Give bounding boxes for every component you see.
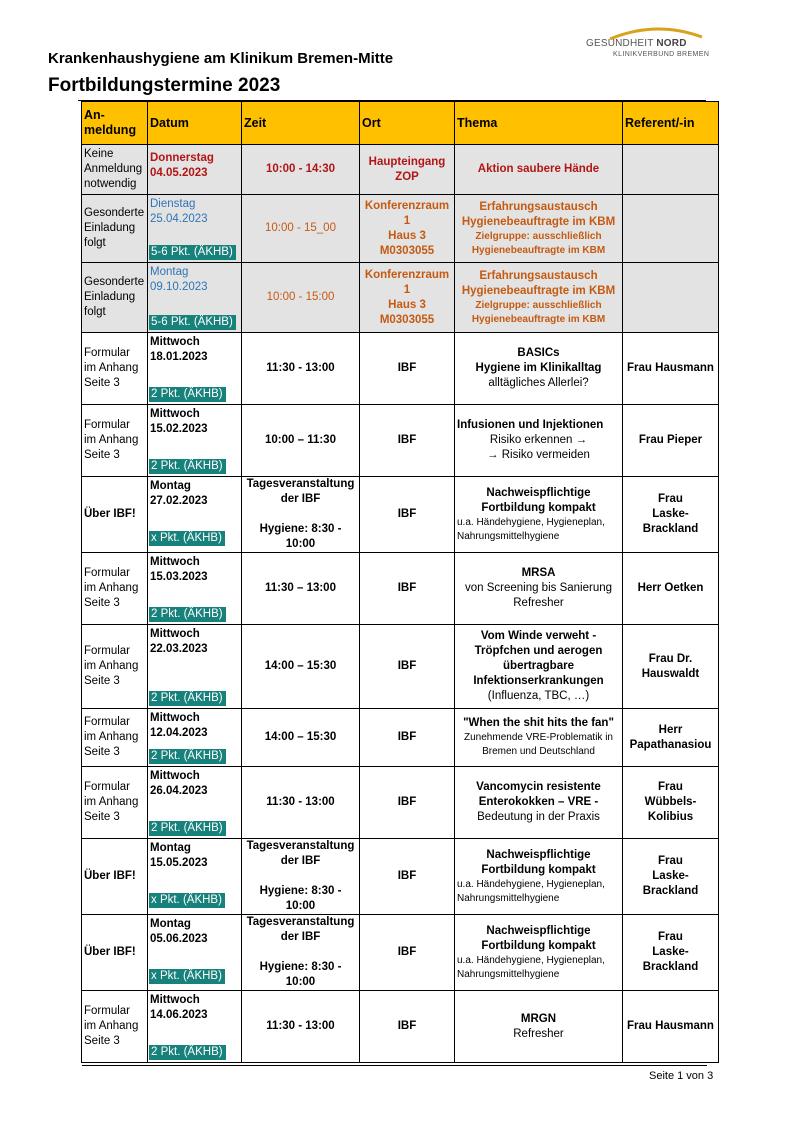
referent-cell	[623, 709, 719, 767]
footer-rule	[82, 1065, 707, 1066]
date-label: 15.03.2023	[150, 571, 208, 583]
punkte-badge: 2 Pkt. (ÄKHB)	[149, 749, 226, 764]
anmeldung-cell: Über IBF!	[82, 915, 148, 991]
thema-line: Infektionserkrankungen	[473, 675, 604, 687]
zeit-line: 11:30 - 13:00	[266, 796, 335, 808]
ort-cell	[360, 195, 455, 263]
zeit-line: Tagesveranstaltung	[246, 916, 355, 928]
thema-cell	[455, 709, 623, 767]
ort-line: Haupteingang	[368, 155, 446, 168]
punkte-badge: 2 Pkt. (ÄKHB)	[149, 387, 226, 402]
anmeldung-cell: Formular im Anhang Seite 3	[82, 553, 148, 625]
datum-cell	[148, 145, 242, 195]
weekday-label: Montag	[150, 842, 191, 854]
referent-cell	[623, 915, 719, 991]
anmeldung-cell: Über IBF!	[82, 839, 148, 915]
datum-cell	[148, 405, 242, 477]
ort-line: Konferenzraum 1	[364, 268, 450, 296]
referent-line: Papathanasiou	[629, 738, 712, 751]
thema-cell	[455, 405, 623, 477]
table-row	[82, 553, 719, 625]
ort-line: IBF	[397, 434, 417, 446]
referent-line: Laske-Brackland	[642, 508, 699, 535]
thema-cell	[455, 477, 623, 553]
punkte-badge: 2 Pkt. (ÄKHB)	[149, 1045, 226, 1060]
referent-line: Wübbels-Kolibius	[644, 796, 697, 823]
table-row	[82, 625, 719, 709]
referent-line: Hauswaldt	[641, 667, 700, 680]
date-label: 05.06.2023	[150, 933, 208, 945]
thema-line: MRGN	[520, 1012, 557, 1025]
date-label: 22.03.2023	[150, 643, 208, 655]
anmeldung-cell: Formular im Anhang Seite 3	[82, 333, 148, 405]
anmeldung-cell: Gesonderte Einladung folgt	[82, 263, 148, 333]
date-label: 25.04.2023	[150, 213, 208, 225]
ort-cell	[360, 709, 455, 767]
zeit-cell	[242, 405, 360, 477]
table-header-row	[82, 102, 719, 145]
ort-line: M0303055	[379, 244, 435, 257]
referent-cell	[623, 195, 719, 263]
thema-cell	[455, 553, 623, 625]
col-header-datum: Datum	[148, 102, 242, 145]
thema-desc-line: Zunehmende VRE-Problematik in	[464, 732, 613, 743]
datum-cell	[148, 767, 242, 839]
weekday-label: Dienstag	[150, 198, 196, 210]
col-header-thema: Thema	[455, 102, 623, 145]
ort-cell	[360, 839, 455, 915]
referent-line: Frau	[658, 931, 683, 943]
weekday-label: Mittwoch	[150, 712, 200, 724]
zeit-cell	[242, 915, 360, 991]
punkte-badge: x Pkt. (ÄKHB)	[149, 969, 225, 984]
referent-line: Laske-Brackland	[642, 946, 699, 973]
thema-line: Hygienebeauftragte im KBM	[461, 215, 616, 228]
date-label: 09.10.2023	[150, 281, 208, 293]
thema-line: MRSA	[521, 567, 556, 579]
col-header-anmeldung: An- meldung	[82, 102, 148, 145]
referent-line: Frau	[658, 855, 683, 867]
thema-desc-line: (Influenza, TBC, …)	[487, 690, 590, 702]
weekday-label: Mittwoch	[150, 408, 200, 420]
thema-cell	[455, 839, 623, 915]
date-label: 18.01.2023	[150, 351, 208, 363]
referent-line: Herr Oetken	[637, 582, 704, 594]
zeit-line	[244, 507, 357, 522]
table-row	[82, 709, 719, 767]
thema-cell	[455, 145, 623, 195]
referent-line: Herr	[658, 723, 683, 736]
date-label: 04.05.2023	[150, 167, 208, 179]
zeit-line: 14:00 – 15:30	[264, 660, 337, 672]
thema-note-line: Nahrungsmittelhygiene	[457, 968, 560, 980]
weekday-label: Mittwoch	[150, 770, 200, 782]
ort-cell	[360, 991, 455, 1063]
zeit-cell	[242, 767, 360, 839]
table-row	[82, 405, 719, 477]
zeit-cell	[242, 263, 360, 333]
referent-cell	[623, 333, 719, 405]
zeit-line: der IBF	[280, 493, 321, 505]
thema-desc-line: von Screening bis Sanierung	[464, 582, 613, 594]
weekday-label: Montag	[150, 266, 189, 278]
table-row	[82, 263, 719, 333]
thema-note-line: Hygienebeauftragte im KBM	[471, 244, 606, 256]
anmeldung-cell: Über IBF!	[82, 477, 148, 553]
table-row	[82, 991, 719, 1063]
thema-cell	[455, 625, 623, 709]
punkte-badge: 2 Pkt. (ÄKHB)	[149, 821, 226, 836]
ort-line: Haus 3	[388, 298, 426, 311]
zeit-line	[244, 869, 357, 884]
ort-cell	[360, 405, 455, 477]
referent-line: Laske-Brackland	[642, 870, 699, 897]
zeit-line: 10:00 - 14:30	[265, 163, 336, 175]
zeit-line: 10:00 – 11:30	[265, 434, 336, 446]
zeit-line: Hygiene: 8:30 - 10:00	[259, 523, 342, 550]
zeit-line: Tagesveranstaltung	[246, 478, 355, 490]
thema-desc-line: Bremen und Deutschland	[482, 746, 595, 757]
thema-line: Erfahrungsaustausch	[479, 200, 598, 213]
ort-cell	[360, 625, 455, 709]
thema-note-line: Hygienebeauftragte im KBM	[471, 313, 606, 325]
thema-line: übertragbare	[503, 660, 574, 672]
thema-line: Enterokokken – VRE -	[478, 796, 599, 808]
ort-line: IBF	[397, 660, 417, 672]
referent-cell	[623, 767, 719, 839]
thema-line: Aktion saubere Hände	[477, 163, 600, 175]
zeit-line: Hygiene: 8:30 - 10:00	[259, 885, 342, 912]
thema-desc-line: Bedeutung in der Praxis	[477, 811, 600, 823]
zeit-line: Tagesveranstaltung	[246, 840, 355, 852]
thema-desc-line: Risiko erkennen →	[489, 434, 588, 446]
zeit-cell	[242, 333, 360, 405]
anmeldung-cell: Formular im Anhang Seite 3	[82, 709, 148, 767]
date-label: 27.02.2023	[150, 495, 208, 507]
thema-line: Hygiene im Klinikalltag	[475, 362, 602, 374]
punkte-badge: x Pkt. (ÄKHB)	[149, 893, 225, 908]
datum-cell	[148, 991, 242, 1063]
thema-cell	[455, 991, 623, 1063]
ort-cell	[360, 145, 455, 195]
thema-line: Nachweispflichtige	[486, 848, 591, 861]
date-label: 15.02.2023	[150, 423, 208, 435]
ort-line: IBF	[397, 582, 417, 594]
thema-desc-line: Refresher	[513, 1027, 564, 1040]
weekday-label: Mittwoch	[150, 556, 200, 568]
schedule-table	[81, 101, 719, 1063]
thema-cell	[455, 195, 623, 263]
ort-line: Konferenzraum 1	[364, 199, 450, 227]
zeit-cell	[242, 991, 360, 1063]
thema-line: Vancomycin resistente	[476, 781, 601, 793]
table-row	[82, 477, 719, 553]
weekday-label: Mittwoch	[150, 336, 200, 348]
table-row	[82, 145, 719, 195]
referent-line: Frau	[658, 493, 683, 505]
weekday-label: Mittwoch	[150, 628, 200, 640]
weekday-label: Mittwoch	[150, 994, 200, 1006]
weekday-label: Montag	[150, 480, 191, 492]
anmeldung-cell: Gesonderte Einladung folgt	[82, 195, 148, 263]
datum-cell	[148, 477, 242, 553]
date-label: 12.04.2023	[150, 727, 208, 739]
ort-cell	[360, 915, 455, 991]
thema-desc-line: alltägliches Allerlei?	[488, 377, 589, 389]
page-number: Seite 1 von 3	[649, 1070, 714, 1082]
datum-cell	[148, 333, 242, 405]
date-label: 26.04.2023	[150, 785, 208, 797]
ort-cell	[360, 477, 455, 553]
datum-cell	[148, 553, 242, 625]
weekday-label: Donnerstag	[150, 152, 214, 164]
thema-note-line: Nahrungsmittelhygiene	[457, 530, 560, 542]
thema-desc-line: Refresher	[513, 597, 564, 609]
table-row	[82, 767, 719, 839]
table-row	[82, 839, 719, 915]
referent-cell	[623, 263, 719, 333]
ort-line: IBF	[397, 870, 417, 882]
anmeldung-cell: Formular im Anhang Seite 3	[82, 767, 148, 839]
referent-cell	[623, 477, 719, 553]
referent-line: Frau Dr.	[648, 652, 693, 665]
thema-line: Fortbildung kompakt	[481, 501, 596, 514]
ort-cell	[360, 767, 455, 839]
thema-line: Tröpfchen und aerogen	[474, 645, 603, 657]
punkte-badge: x Pkt. (ÄKHB)	[149, 531, 225, 546]
referent-cell	[623, 625, 719, 709]
thema-note-line: Zielgruppe: ausschließlich	[475, 299, 602, 311]
thema-line: Nachweispflichtige	[486, 486, 591, 499]
anmeldung-cell: Formular im Anhang Seite 3	[82, 991, 148, 1063]
referent-cell	[623, 991, 719, 1063]
thema-line: Vom Winde verweht -	[480, 630, 597, 642]
referent-cell	[623, 553, 719, 625]
thema-cell	[455, 767, 623, 839]
punkte-badge: 2 Pkt. (ÄKHB)	[149, 459, 226, 474]
thema-line: Fortbildung kompakt	[481, 939, 596, 952]
referent-cell	[623, 405, 719, 477]
punkte-badge: 5-6 Pkt. (ÄKHB)	[149, 245, 236, 260]
ort-cell	[360, 333, 455, 405]
ort-line: IBF	[397, 1020, 417, 1032]
datum-cell	[148, 915, 242, 991]
anmeldung-cell: Formular im Anhang Seite 3	[82, 625, 148, 709]
zeit-cell	[242, 839, 360, 915]
zeit-cell	[242, 195, 360, 263]
datum-cell	[148, 625, 242, 709]
table-row	[82, 333, 719, 405]
referent-cell	[623, 145, 719, 195]
thema-line: Infusionen und Injektionen	[457, 419, 604, 431]
zeit-line: Hygiene: 8:30 - 10:00	[259, 961, 342, 988]
document-title: Krankenhaushygiene am Klinikum Bremen-Mitte	[48, 50, 394, 67]
ort-cell	[360, 263, 455, 333]
zeit-line: 10:00 - 15:00	[266, 291, 335, 303]
thema-note-line: u.a. Händehygiene, Hygieneplan,	[457, 954, 605, 966]
date-label: 14.06.2023	[150, 1009, 208, 1021]
ort-line: Haus 3	[388, 229, 426, 242]
thema-note-line: Zielgruppe: ausschließlich	[475, 230, 602, 242]
referent-line: Frau	[658, 781, 683, 793]
zeit-line: 11:30 - 13:00	[266, 362, 335, 374]
referent-line: Frau Pieper	[638, 434, 703, 446]
weekday-label: Montag	[150, 918, 191, 930]
thema-note-line: u.a. Händehygiene, Hygieneplan,	[457, 878, 605, 890]
datum-cell	[148, 263, 242, 333]
thema-note-line: Nahrungsmittelhygiene	[457, 892, 560, 904]
ort-line: IBF	[397, 796, 417, 808]
zeit-cell	[242, 709, 360, 767]
thema-note-line: u.a. Händehygiene, Hygieneplan,	[457, 516, 605, 528]
zeit-line	[244, 945, 357, 960]
table-row	[82, 195, 719, 263]
anmeldung-cell: Formular im Anhang Seite 3	[82, 405, 148, 477]
referent-line: Frau Hausmann	[627, 1020, 714, 1032]
col-header-zeit: Zeit	[242, 102, 360, 145]
datum-cell	[148, 195, 242, 263]
ort-line: M0303055	[379, 313, 435, 326]
thema-line: "When the shit hits the fan"	[463, 717, 614, 729]
zeit-line: der IBF	[280, 855, 321, 867]
referent-line: Frau Hausmann	[627, 362, 714, 374]
date-label: 15.05.2023	[150, 857, 208, 869]
col-header-referent: Referent/-in	[623, 102, 719, 145]
thema-cell	[455, 263, 623, 333]
zeit-line: 10:00 - 15_00	[265, 222, 336, 234]
punkte-badge: 2 Pkt. (ÄKHB)	[149, 607, 226, 622]
ort-line: IBF	[397, 362, 417, 374]
ort-cell	[360, 553, 455, 625]
ort-line: IBF	[397, 731, 417, 743]
zeit-cell	[242, 145, 360, 195]
thema-line: Erfahrungsaustausch	[479, 269, 598, 282]
ort-line: IBF	[397, 508, 417, 520]
zeit-cell	[242, 477, 360, 553]
zeit-cell	[242, 553, 360, 625]
thema-line: BASICs	[517, 347, 560, 359]
punkte-badge: 2 Pkt. (ÄKHB)	[149, 691, 226, 706]
thema-cell	[455, 333, 623, 405]
zeit-line: 14:00 – 15:30	[264, 731, 337, 743]
ort-line: IBF	[397, 946, 417, 958]
zeit-line: 11:30 – 13:00	[265, 582, 336, 594]
thema-cell	[455, 915, 623, 991]
datum-cell	[148, 839, 242, 915]
zeit-line: 11:30 - 13:00	[266, 1020, 335, 1032]
gesundheit-nord-logo: GESUNDHEIT NORD KLINIKVERBUND BREMEN	[586, 26, 704, 66]
ort-line: ZOP	[395, 170, 419, 183]
thema-desc-line: → Risiko vermeiden	[487, 449, 590, 461]
col-header-ort: Ort	[360, 102, 455, 145]
punkte-badge: 5-6 Pkt. (ÄKHB)	[149, 315, 236, 330]
thema-line: Fortbildung kompakt	[481, 863, 596, 876]
zeit-cell	[242, 625, 360, 709]
thema-line: Hygienebeauftragte im KBM	[461, 284, 616, 297]
referent-cell	[623, 839, 719, 915]
thema-line: Nachweispflichtige	[486, 924, 591, 937]
document-subtitle: Fortbildungstermine 2023	[48, 75, 281, 96]
table-row	[82, 915, 719, 991]
zeit-line: der IBF	[280, 931, 321, 943]
anmeldung-cell: Keine Anmeldung notwendig	[82, 145, 148, 195]
datum-cell	[148, 709, 242, 767]
